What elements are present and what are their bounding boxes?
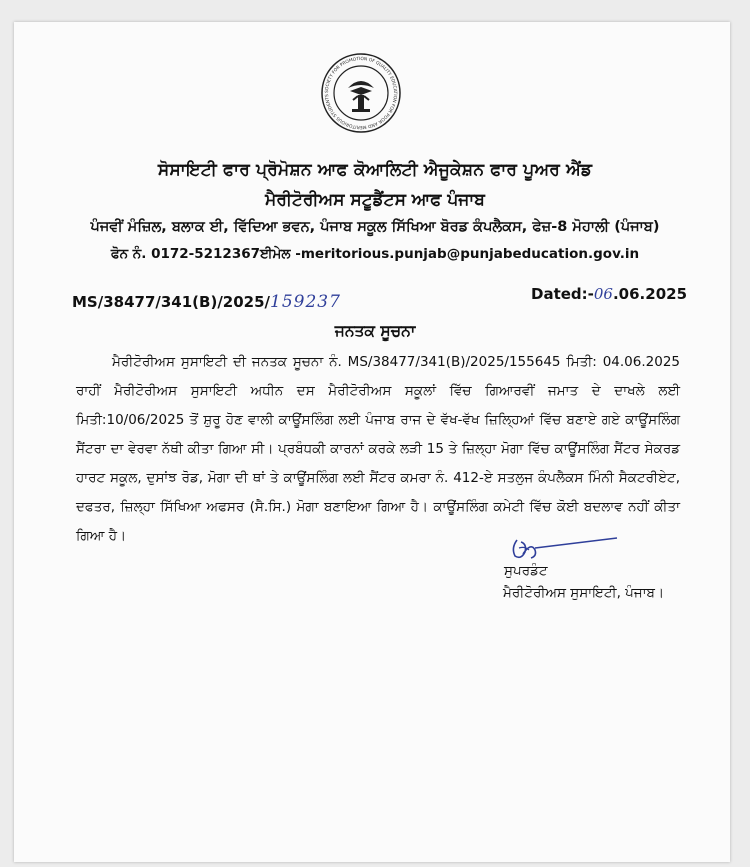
date-month-year: .06.2025 xyxy=(612,285,688,303)
notice-body: ਮੈਰੀਟੋਰੀਅਸ ਸੁਸਾਇਟੀ ਦੀ ਜਨਤਕ ਸੂਚਨਾ ਨੰ. MS/38477/341(B)/2025/155645 ਮਿਤੀ: 04.06.2025 ਰਾਹੀਂ ਮੈਰੀਟੋਰੀਅਸ ਸੁਸਾਇਟੀ ਅਧੀਨ ਦਸ ਮੈਰੀਟੋਰੀਅਸ ਸਕੂਲਾਂ ਵਿੱਚ ਗਿਆਰਵੀਂ ਜਮਾਤ ਦੇ ਦਾਖਲੇ ਲਈ ਮਿਤੀ:10/06/2025 ਤੋਂ ਸ਼ੁਰੂ ਹੋਣ ਵਾਲੀ ਕਾਊਂਸਲਿੰਗ ਲਈ ਪੰਜਾਬ ਰਾਜ ਦੇ ਵੱਖ-ਵੱਖ ਜ਼ਿਲ੍ਹਿਆਂ ਵਿੱਚ ਬਣਾਏ ਗਏ ਕਾਊਂਸਲਿੰਗ ਸੈਂਟਰਾ ਦਾ ਵੇਰਵਾ ਨੱਥੀ ਕੀਤਾ ਗਿਆ ਸੀ। ਪ੍ਰਬੰਧਕੀ ਕਾਰਨਾਂ ਕਰਕੇ ਲੜੀ 15 ਤੇ ਜ਼ਿਲ੍ਹਾ ਮੋਗਾ ਵਿੱਚ ਕਾਊਂਸਲਿੰਗ ਸੈਂਟਰ ਸੇਕਰਡ ਹਾਰਟ ਸਕੂਲ, ਦੁਸਾਂਝ ਰੋਡ, ਮੋਗਾ ਦੀ ਥਾਂ ਤੇ ਕਾਊਂਸਲਿੰਗ ਲਈ ਸੈਂਟਰ ਕਮਰਾ ਨੰ. 412-ਏ ਸਤਲੁਜ ਕੰਪਲੈਕਸ ਮਿੰਨੀ ਸੈਕਟਰੀਏਟ, ਦਫਤਰ, ਜ਼ਿਲ੍ਹਾ ਸਿੱਖਿਆ ਅਫਸਰ (ਸੈ.ਸਿ.) ਮੋਗਾ ਬਣਾਇਆ ਗਿਆ ਹੈ। ਕਾਊਂਸਲਿੰਗ ਕਮੇਟੀ ਵਿੱਚ ਕੋਈ ਬਦਲਾਵ ਨਹੀਂ ਕੀਤਾ ਗਿਆ ਹੈ। xyxy=(76,354,680,544)
signatory-title: ਸੁਪਰਡੰਟ xyxy=(504,563,548,579)
organization-name-line-2: ਮੈਰੀਟੋਰੀਅਸ ਸਟੂਡੈਂਟਸ ਆਫ ਪੰਜਾਬ xyxy=(265,190,485,210)
organization-address: ਪੰਜਵੀਂ ਮੰਜ਼ਿਲ, ਬਲਾਕ ਈ, ਵਿੱਦਿਆ ਭਵਨ, ਪੰਜਾਬ ਸਕੂਲ ਸਿੱਖਿਆ ਬੋਰਡ ਕੰਪਲੈਕਸ, ਫੇਜ਼-8 ਮੋਹਾਲੀ (ਪੰਜਾਬ) xyxy=(90,219,660,235)
notice-subject: ਜਨਤਕ ਸੂਚਨਾ xyxy=(334,322,416,340)
contact-line: ਫੋਨ ਨੰ. 0172-5212367ਈਮੇਲ -meritorious.punjab@punjabeducation.gov.in xyxy=(110,246,640,262)
handwritten-day: 06 xyxy=(593,285,613,303)
reference-number xyxy=(72,292,341,312)
organization-name-line-1: ਸੋਸਾਇਟੀ ਫਾਰ ਪ੍ਰੋਮੋਸ਼ਨ ਆਫ ਕੋਆਲਿਟੀ ਐਜੂਕੇਸ਼ਨ ਫਾਰ ਪੂਅਰ ਐਂਡ xyxy=(157,160,593,180)
signatory-organization: ਮੈਰੀਟੋਰੀਅਸ ਸੁਸਾਇਟੀ, ਪੰਜਾਬ। xyxy=(503,585,665,601)
dated-label: Dated:- xyxy=(531,285,594,303)
document-date xyxy=(531,285,687,303)
handwritten-dispatch-number: 159237 xyxy=(270,292,341,312)
reference-printed-number: MS/38477/341(B)/2025/ xyxy=(72,293,271,311)
society-emblem-logo xyxy=(320,52,402,134)
svg-text:SOCIETY FOR PROMOTION OF QUALI: SOCIETY FOR PROMOTION OF QUALITY EDUCATION FOR POOR AND MERITORIOUS STUDENTS xyxy=(324,56,398,130)
